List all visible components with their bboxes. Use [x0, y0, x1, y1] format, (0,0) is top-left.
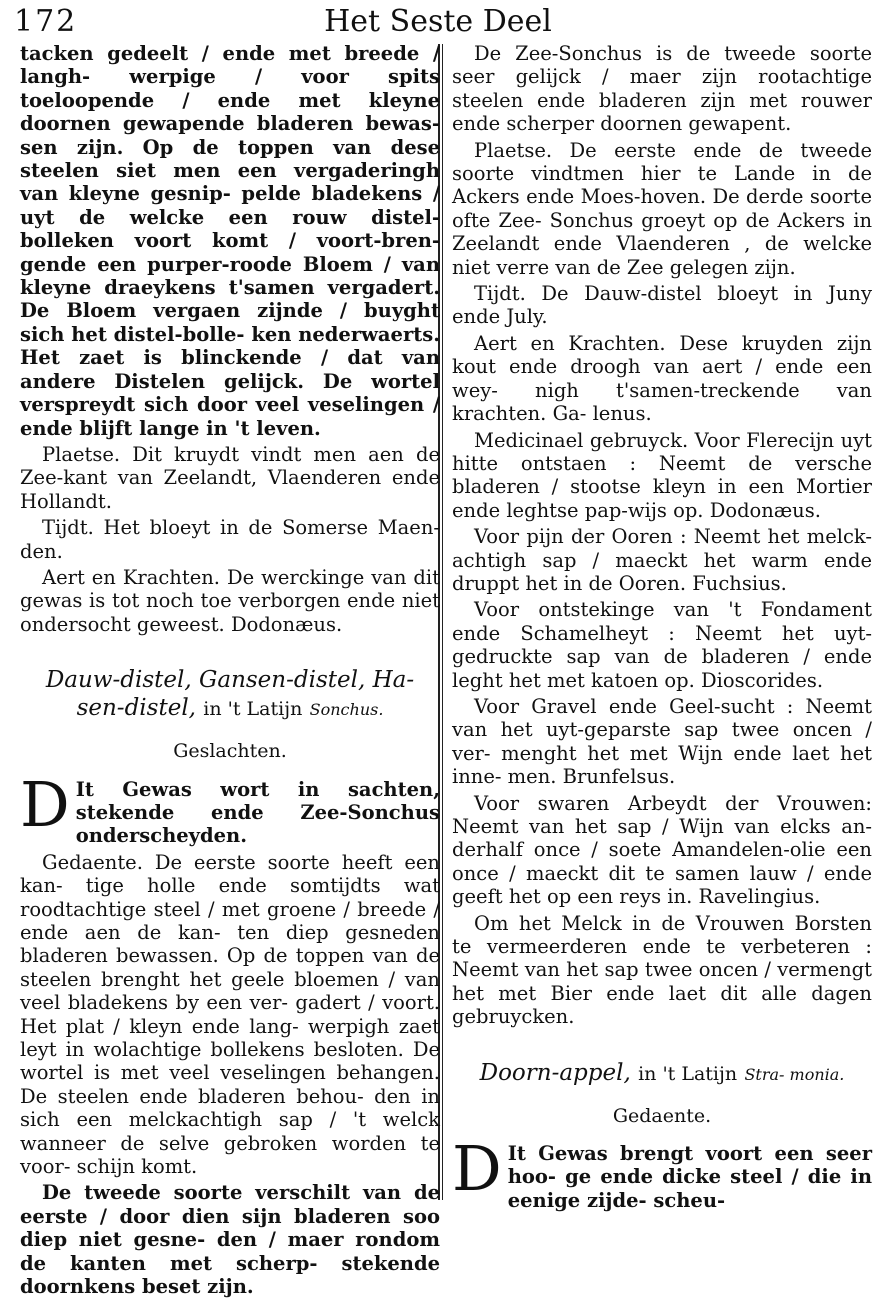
paragraph: tacken gedeelt / ende met breede / langh- werpige / voor spits toeloopende / ende met kleyne doornen gewapende bladeren bewas- sen zijn. Op de toppen van dese steelen siet men een vergaderingh van kleyne gesnip- pelde bladekens / uyt de welcke een rouw distel-bolleken voort komt / voort-bren- gende een purper-roode Bloem / van kleyne draeykens t'samen vergadert. De Bloem vergaen zijnde / buyght sich het distel-bolle- ken nederwaerts. Het zaet is blinckende / dat van andere Distelen gelijck. De wortel verspreydt sich door veel veselingen / ende blijft lange in 't leven. [20, 42, 440, 440]
paragraph-fondament: Voor ontstekinge van 't Fondament ende Schamelheyt : Neemt het uyt-gedruckte sap van de bladeren / ende leght het met katoen op. Dioscorides. [452, 598, 872, 692]
paragraph-tijdt: Tijdt. De Dauw-distel bloeyt in Juny ende July. [452, 282, 872, 329]
subheading-gedaente: Gedaente. [612, 1104, 712, 1127]
drop-cap: D [20, 767, 70, 841]
heading-title: Doorn-appel, [479, 1059, 631, 1086]
heading-latin-prefix: in 't Latijn [638, 1062, 738, 1085]
heading-title: Dauw-distel, Gansen-distel, Ha- sen-distel, [45, 667, 415, 722]
page-header [0, 0, 876, 44]
heading-latin-name: Sonchus. [309, 700, 384, 720]
paragraph-melck: Om het Melck in de Vrouwen Borsten te vermeerderen ende te verbeteren : Neemt van het sap twee oncen / vermengt het met Bier ende laet dit alle dagen gebruycken. [452, 911, 872, 1029]
paragraph-tijdt: Tijdt. Het bloeyt in de Somerse Maen- den. [20, 516, 440, 563]
left-column [20, 42, 440, 1302]
paragraph-intro [452, 1132, 872, 1212]
paragraph-plaetse: Plaetse. De eerste ende de tweede soorte vindtmen hier te Lande in de Ackers ende Moes-hoven. De derde soorte ofte Zee- Sonchus groeyt op de Ackers in Zeelandt ende Vlaenderen , de welcke niet verre van de Zee gelegen zijn. [452, 138, 872, 279]
paragraph-tweede-soorte: De tweede soorte verschilt van de eerste / door dien sijn bladeren soo diep niet gesne- den / maer rondom de kanten met scherp- stekende doornkens beset zijn. [20, 1181, 440, 1299]
paragraph-intro-text: It Gewas wort in sachten, stekende ende Zee-Sonchus onderscheyden. [75, 777, 440, 848]
paragraph-arbeydt: Voor swaren Arbeydt der Vrouwen: Neemt van het sap / Wijn van elcks an- derhalf once / soete Amandelen-olie een once / maeckt dit te samen lauw / ende geeft het op een reys in. Ravelingius. [452, 791, 872, 909]
column-divider-inner [442, 44, 443, 1200]
paragraph-gravel: Voor Gravel ende Geel-sucht : Neemt van het uyt-geparste sap twee oncen / ver- menght het met Wijn ende laet het inne- men. Brunfelsus. [452, 694, 872, 789]
paragraph-aert: Aert en Krachten. Dese kruyden zijn kout ende droogh van aert / ende een wey- nigh t'samen-treckende van krachten. Ga- lenus. [452, 331, 872, 426]
heading-latin-name: Stra- monia. [744, 1064, 845, 1084]
paragraph-intro-text: It Gewas brengt voort een seer hoo- ge ende dicke steel / die in eenige zijde- scheu- [507, 1142, 872, 1212]
section-heading-doorn-appel [452, 1059, 872, 1089]
paragraph-ooren: Voor pijn der Ooren : Neemt het melck- achtigh sap / maeckt het warm ende druppt het in de Ooren. Fuchsius. [452, 525, 872, 595]
paragraph-gedaente: Gedaente. De eerste soorte heeft een kan- tige holle ende somtijdts wat roodtachtige steel / met groene / breede / ende aen de kan- ten diep gesneden bladeren bewassen. Op de toppen van de steelen brenght het geele bloemen / van veel bladekens by een ver- gadert / voort. Het plat / kleyn ende lang- werpigh zaet leyt in wolachtige bollekens besloten. De wortel is met veel veselingen behangen. De steelen ende bladeren behou- den in sich een melckachtigh sap / 't welck wanneer de selve gebroken worden te voor- schijn komt. [20, 850, 440, 1179]
page-number: 172 [14, 4, 78, 39]
paragraph-aert: Aert en Krachten. De werckinge van dit gewas is tot noch toe verborgen ende niet ondersocht geweest. Dodonæus. [20, 565, 440, 636]
drop-cap: D [452, 1132, 502, 1206]
paragraph-medicinael: Medicinael gebruyck. Voor Flerecijn uyt hitte ontstaen : Neemt de versche bladeren / stootse kleyn in een Mortier ende leghtse pap-wijs op. Dodonæus. [452, 428, 872, 522]
paragraph-plaetse: Plaetse. Dit kruydt vindt men aen de Zee-kant van Zeelandt, Vlaenderen ende Hollandt. [20, 442, 440, 513]
right-column [452, 42, 872, 1215]
paragraph-intro [20, 767, 440, 848]
paragraph: De Zee-Sonchus is de tweede soorte seer gelijck / maer zijn rootachtige steelen ende bladeren zijn met rouwer ende scherper doornen gewapent. [452, 42, 872, 136]
section-heading-dauw-distel [20, 666, 440, 724]
subheading-geslachten: Geslachten. [173, 740, 287, 763]
heading-latin-prefix: in 't Latijn [203, 698, 303, 721]
page-title: Het Seste Deel [324, 4, 552, 39]
